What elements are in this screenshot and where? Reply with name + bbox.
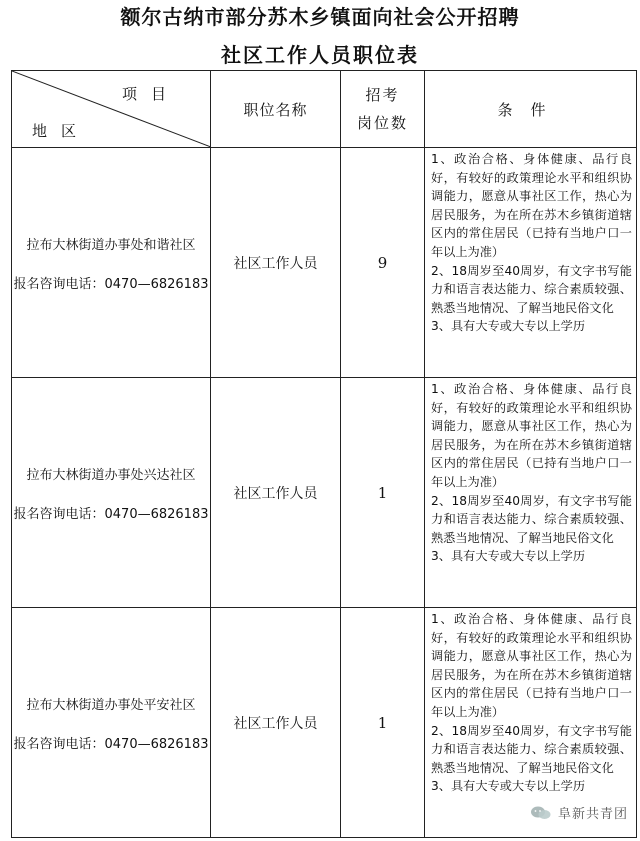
location-phone: 报名咨询电话：0470—6826183 [13, 276, 209, 292]
table-row [12, 378, 637, 608]
position-count: 1 [341, 378, 425, 608]
header-row [12, 71, 637, 148]
conditions-text: 1、政治合格、身体健康、品行良好，有较好的政策理论水平和组织协调能力，愿意从事社区工作，热心为居民服务，为在所在苏木乡镇街道辖区内的常住居民（已持有当地户口一年以上为准） 2、18周岁至40周岁，有文字书写能力和语言表达能力、综合素质较强、熟悉当地情况、了解当地民俗文化 3、具有大专或大专以上学历 [431, 382, 632, 564]
location-name: 拉布大林街道办事处和谐社区 [26, 237, 196, 253]
location-phone: 报名咨询电话：0470—6826183 [13, 506, 209, 522]
header-count [341, 71, 425, 148]
location-phone: 报名咨询电话：0470—6826183 [13, 736, 209, 752]
header-count-line2: 岗位数 [356, 114, 408, 132]
document-subtitle: 社区工作人员职位表 [221, 43, 419, 67]
header-conditions: 条件 [425, 71, 637, 148]
watermark-text: 阜新共青团 [557, 807, 628, 822]
diagonal-header-cell [12, 71, 211, 148]
conditions-text: 1、政治合格、身体健康、品行良好，有较好的政策理论水平和组织协调能力，愿意从事社区工作，热心为居民服务，为在所在苏木乡镇街道辖区内的常住居民（已持有当地户口一年以上为准） 2、18周岁至40周岁，有文字书写能力和语言表达能力、综合素质较强、熟悉当地情况、了解当地民俗文化 3、具有大专或大专以上学历 [431, 612, 632, 794]
conditions-text: 1、政治合格、身体健康、品行良好，有较好的政策理论水平和组织协调能力，愿意从事社区工作，热心为居民服务，为在所在苏木乡镇街道辖区内的常住居民（已持有当地户口一年以上为准） 2、18周岁至40周岁，有文字书写能力和语言表达能力、综合素质较强、熟悉当地情况、了解当地民俗文化 3、具有大专或大专以上学历 [431, 152, 632, 334]
positions-table [11, 70, 637, 838]
location-name: 拉布大林街道办事处平安社区 [26, 697, 196, 713]
watermark [526, 801, 632, 824]
document-title: 额尔古纳市部分苏木乡镇面向社会公开招聘 [120, 5, 520, 29]
header-area-label: 地区 [32, 122, 91, 140]
position-count: 9 [341, 148, 425, 378]
header-position: 职位名称 [211, 71, 341, 148]
header-item-label: 项目 [122, 85, 181, 103]
conditions-cell [425, 148, 637, 378]
position-count: 1 [341, 608, 425, 838]
location-cell [12, 608, 211, 838]
location-name: 拉布大林街道办事处兴达社区 [26, 467, 196, 483]
wechat-icon [530, 805, 552, 821]
location-cell [12, 148, 211, 378]
header-count-line1: 招考 [365, 86, 400, 104]
table-row [12, 148, 637, 378]
location-cell [12, 378, 211, 608]
position-name: 社区工作人员 [211, 378, 341, 608]
position-name: 社区工作人员 [211, 148, 341, 378]
conditions-cell [425, 378, 637, 608]
position-name: 社区工作人员 [211, 608, 341, 838]
